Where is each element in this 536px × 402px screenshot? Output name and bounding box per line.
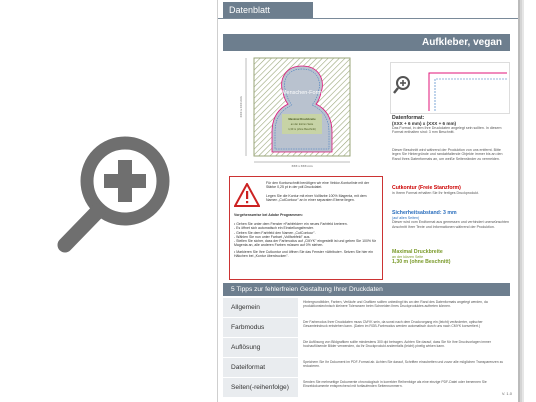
tips-title: 5 Tipps zur fehlerfreien Gestaltung Ihrer Druckdaten [223, 283, 510, 296]
datasheet-page [218, 0, 518, 402]
datenformat-title: Datenformat: [392, 115, 425, 121]
cutkontur-title: Cutkontur (Freie Stanzform) [392, 185, 461, 191]
cutkontur-section [388, 185, 510, 195]
warning-step: - Geben Sie dem Farbfeld den Namen „CutContour". [234, 230, 316, 235]
inner-label-2: an der kürzen Seite [290, 123, 314, 126]
warning-icon [234, 183, 260, 207]
datenformat-value: (XXX + 6 mm) x (XXX + 6 mm) [392, 121, 457, 126]
tip-row [223, 338, 510, 357]
warning-p2: Legen Sie die Kontur mit einer Vollfarbe 100% Magenta, mit dem Namen „CutContour" an in einer separaten Ebene liegen. [266, 194, 367, 203]
tip-label: Dateiformat [223, 358, 298, 377]
maximal-sub: an der kürzen Seite [392, 255, 424, 259]
tip-text: Hintergrundbilder, Farben, Verläufe und Grafiken sollten unbedingt bis an den Rand des Datenformats angelegt werden, da produktionstechnisch kleinere Toleranzen beim Schneiden Ihres Druckproduktes auftreten können. [303, 300, 488, 309]
tip-text: Die Auflösung von Bildgrafiken sollte mindestens 300 dpi betragen. Achten Sie darauf, dass Sie für Ihre Druckvorlagen immer hochauflösende Bilder verwenden, da Ihr Druckprodukt andernfalls (leicht) pixelig wirken kann. [303, 340, 491, 349]
tip-row [223, 358, 510, 377]
tip-text: Der Farbmodus Ihrer Druckdaten muss CMYK sein, da sonst nach dem Druckvorgang ein (leicht) veränderter, optischer Gesamteindruck entstehen kann. (Daten im RGB-Farbmodus werden automatisch durch uns nach CMYK konvertiert.) [303, 320, 483, 329]
warning-step: • Markieren Sie Ihre Cutkontur und öffnen Sie das Fenster »Attribute«. Setzen Sie hier ein Häkchen bei „Kontur überdrucken". [234, 249, 374, 259]
warning-step: - Wählen Sie nun unter Farbart „Vollfarbfeld" aus. [234, 234, 311, 239]
zoom-in-icon[interactable] [55, 133, 175, 273]
tip-text: Speichern Sie Ihr Dokument im PDF-Format ab. Achten Sie darauf, Schriften einzubetten und zuvor alle möglichen Transparenzen zu reduzieren. [303, 360, 504, 369]
dim-left: XXX x XXX mm [239, 96, 243, 118]
maximal-value: 1,30 m (ohne Beschnitt) [392, 259, 451, 266]
warning-step: - Stellen Sie sicher, dass der Farbmodus auf „CMYK" eingestellt ist und geben Sie 100% für Magenta an, alle anderen Farben müssen auf 0% stehen. [234, 239, 377, 248]
beschnitt-text: Dieser Beschnitt wird während der Produktion von uns entfernt. Bitte legen Sie Hintergründe und randabfallende Objekte immer bis an den Rand Ihres Datenformats an, um weiße Seitenränder zu vermeiden. [392, 148, 503, 161]
magnifier-icon [394, 77, 409, 93]
cutkontur-text: in Ihrem Format erhalten Sie Ihr fertiges Druckprodukt. [392, 191, 479, 195]
tip-label: Seiten(-reihenfolge) [223, 378, 298, 397]
datasheet-header: Datenblatt [223, 2, 313, 18]
inner-label-3: 1,30 m (ohne Beschnitt) [288, 128, 316, 131]
tip-row [223, 318, 510, 337]
inner-label-1: Maximal Druckbreite [288, 117, 316, 121]
shape-diagram [228, 56, 368, 172]
beschnitt-section [388, 148, 510, 161]
sicherheit-text: Dieser wird vom Endformat aus gemessen und verhindert unerwünschten Anschnitt Ihrer Texte und Informationen während der Produktion. [392, 220, 510, 229]
tip-row [223, 378, 510, 397]
warning-step: • Gehen Sie unter dem Fenster »Farbfelder« ein neues Farbfeld kreieren. [234, 222, 348, 226]
sicherheit-sub: (auf allen Seiten) [392, 216, 420, 220]
datenformat-section [388, 115, 510, 135]
header-rule [218, 18, 518, 19]
warning-p1: Für den Konturschnitt benötigen wir eine Vektor-Konturlinie mit der Stärke 0,25 pt in der pdf-Druckdatei. [266, 181, 370, 190]
dim-bottom: XXX x XXX mm [291, 164, 313, 168]
cutcontour-warning [229, 176, 383, 280]
tip-label: Farbmodus [223, 318, 298, 337]
sicherheit-section [388, 210, 510, 229]
corner-detail [390, 62, 510, 114]
warning-steps [234, 222, 378, 258]
shape-label: Menschen-Form [281, 90, 323, 96]
tip-text: Senden Sie mehrseitige Dokumente chronologisch in korrekter Reihenfolge als eine einzige PDF-Datei oder benennen Sie Einzeldokumente entsprechend mit fortlaufenden Seitennummern. [303, 380, 487, 389]
tip-row [223, 298, 510, 317]
warning-p3-title: Vorgehensweise bei Adobe Programmen: [234, 213, 303, 217]
maximal-title: Maximal Druckbreite [392, 249, 443, 255]
page-number: V. 1.0 [501, 391, 512, 396]
product-title: Aufkleber, vegan [223, 34, 510, 51]
tip-label: Allgemein [223, 298, 298, 317]
sicherheit-title: Sicherheitsabstand: 3 mm [392, 210, 457, 216]
maximal-section [388, 249, 510, 265]
warning-step: - Es öffnet sich automatisch ein Einstellungsfenster. [234, 226, 314, 231]
tip-label: Auflösung [223, 338, 298, 357]
datenformat-text: Das Format, in dem Ihre Druckdaten angelegt sein sollten. In diesem Format enthalten sind: 3 mm Beschnitt. [392, 126, 502, 135]
